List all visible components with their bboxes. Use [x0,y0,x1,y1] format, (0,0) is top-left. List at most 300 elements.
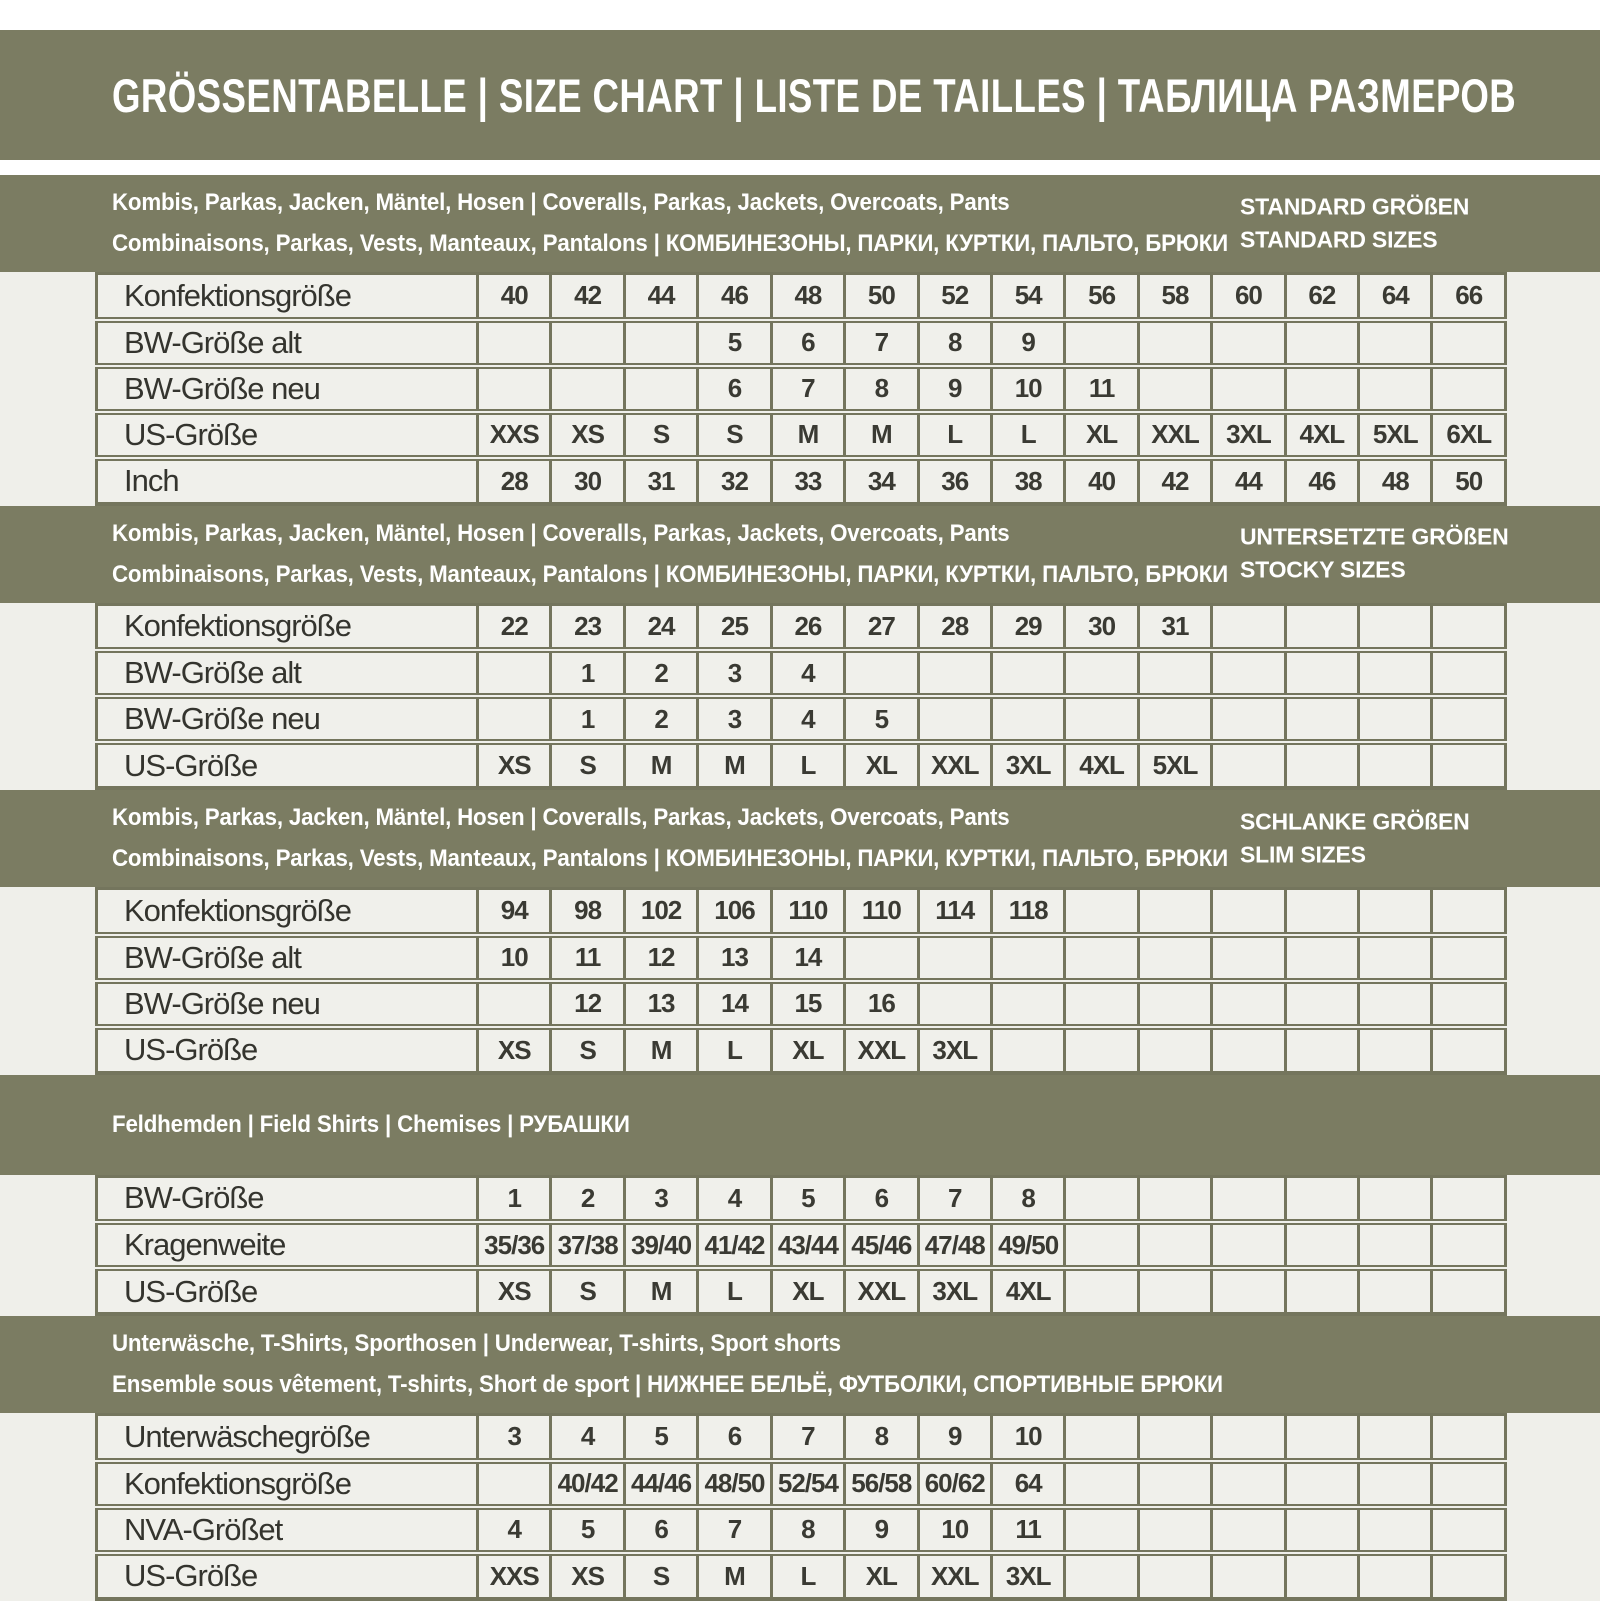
size-cell [1065,1222,1138,1268]
size-table [95,887,1507,1075]
size-cell: M [624,1268,697,1314]
table-row [97,604,1506,650]
size-cell [1212,696,1285,742]
size-cell: 118 [991,889,1064,935]
size-cell [1138,1176,1211,1222]
size-cell: L [698,1027,771,1073]
size-cell: M [698,742,771,788]
size-cell: 5 [698,320,771,366]
section-header-line1: Kombis, Parkas, Jacken, Mäntel, Hosen | Coveralls, Parkas, Jackets, Overcoats, Pants [112,804,1010,831]
size-cell [551,366,624,412]
size-cell: 4 [478,1507,551,1553]
size-cell: 3 [624,1176,697,1222]
size-cell [918,696,991,742]
size-cell [1285,604,1358,650]
size-cell [1432,889,1506,935]
row-label: BW-Größe neu [97,366,478,412]
size-section-5 [0,1316,1600,1601]
size-cell [478,320,551,366]
size-table [95,272,1507,506]
size-cell [1212,320,1285,366]
section-header-band [0,175,1600,272]
size-cell: 23 [551,604,624,650]
size-cell [478,650,551,696]
size-cell [845,650,918,696]
size-cell: XXL [1138,412,1211,458]
size-cell [1432,742,1506,788]
table-strip [0,603,1600,791]
size-cell [1432,604,1506,650]
size-cell: 32 [698,458,771,504]
table-row [97,366,1506,412]
section-header-line2: Combinaisons, Parkas, Vests, Manteaux, Pantalons | КОМБИНЕЗОНЫ, ПАРКИ, КУРТКИ, ПАЛЬТО, БРЮКИ [112,845,1228,872]
table-row [97,1027,1506,1073]
size-cell: 7 [771,366,844,412]
size-cell: 29 [991,604,1064,650]
size-cell [1065,1461,1138,1507]
size-cell: 10 [478,935,551,981]
size-cell: 34 [845,458,918,504]
size-cell [1212,1461,1285,1507]
size-cell: XS [551,412,624,458]
size-cell: 33 [771,458,844,504]
table-row [97,981,1506,1027]
size-cell [1359,1222,1432,1268]
size-cell: 110 [771,889,844,935]
size-cell [1065,889,1138,935]
size-cell: 8 [918,320,991,366]
size-cell [1285,935,1358,981]
size-cell: 26 [771,604,844,650]
size-cell [1285,1176,1358,1222]
size-cell [1285,1415,1358,1461]
size-cell [1432,1268,1506,1314]
section-side-label [1240,521,1509,588]
size-cell [1359,604,1432,650]
size-cell: XL [845,742,918,788]
table-row [97,696,1506,742]
size-cell: 25 [698,604,771,650]
size-cell: M [771,412,844,458]
size-cell: 6XL [1432,412,1506,458]
size-cell [1432,366,1506,412]
size-cell [991,696,1064,742]
section-header-band [0,506,1600,603]
size-cell: 5XL [1359,412,1432,458]
size-cell: XS [551,1553,624,1599]
size-cell [1065,1507,1138,1553]
row-label: US-Größe [97,1553,478,1599]
size-cell: 48 [771,274,844,320]
size-cell [1285,320,1358,366]
size-cell: 54 [991,274,1064,320]
size-cell: 12 [551,981,624,1027]
size-cell [1212,1027,1285,1073]
size-cell: 44 [1212,458,1285,504]
size-cell: 6 [698,1415,771,1461]
size-cell [1359,1415,1432,1461]
size-cell [1359,1507,1432,1553]
size-cell: 7 [771,1415,844,1461]
size-cell [1359,889,1432,935]
size-cell [1432,981,1506,1027]
table-row [97,1553,1506,1599]
size-cell: XXL [845,1027,918,1073]
size-cell: 7 [845,320,918,366]
section-header-line1: Unterwäsche, T-Shirts, Sporthosen | Underwear, T-shirts, Sport shorts [112,1330,841,1357]
size-cell [1432,1176,1506,1222]
size-cell [1138,320,1211,366]
size-cell: 4 [698,1176,771,1222]
side-label-line1: UNTERSETZTE GRÖßEN [1240,523,1509,550]
size-cell: 64 [991,1461,1064,1507]
size-cell: 94 [478,889,551,935]
size-cell [1285,889,1358,935]
row-label: BW-Größe alt [97,650,478,696]
size-cell: 27 [845,604,918,650]
size-cell [918,650,991,696]
size-cell [1065,696,1138,742]
size-cell [991,1027,1064,1073]
size-cell: 2 [624,696,697,742]
size-cell [1359,1461,1432,1507]
size-cell: S [551,1268,624,1314]
size-cell: XL [1065,412,1138,458]
side-label-line2: STANDARD SIZES [1240,226,1438,253]
size-cell: 46 [698,274,771,320]
size-cell [1359,981,1432,1027]
size-cell: 62 [1285,274,1358,320]
size-cell [551,320,624,366]
size-cell [1212,1222,1285,1268]
size-cell: 102 [624,889,697,935]
size-cell: 110 [845,889,918,935]
size-cell [1212,935,1285,981]
table-row [97,650,1506,696]
size-cell: 8 [845,366,918,412]
row-label: US-Größe [97,412,478,458]
section-side-label [1240,805,1470,872]
size-cell: 66 [1432,274,1506,320]
size-cell: 4XL [1285,412,1358,458]
size-cell: 8 [991,1176,1064,1222]
size-cell [1432,1415,1506,1461]
size-cell: 6 [771,320,844,366]
size-cell: 58 [1138,274,1211,320]
table-row [97,320,1506,366]
size-cell [1065,650,1138,696]
size-cell [1212,1268,1285,1314]
size-cell [1212,981,1285,1027]
size-cell [1065,1027,1138,1073]
size-cell [991,650,1064,696]
size-cell [1138,1415,1211,1461]
page-title-band [0,30,1600,160]
page-title: GRÖSSENTABELLE | SIZE CHART | LISTE DE TAILLES | ТАБЛИЦА РАЗМЕРОВ [112,68,1517,122]
size-cell [624,366,697,412]
row-label: Konfektionsgröße [97,1461,478,1507]
size-cell: 6 [845,1176,918,1222]
table-row [97,1461,1506,1507]
size-cell: 43/44 [771,1222,844,1268]
size-cell: 9 [845,1507,918,1553]
size-cell [1432,1027,1506,1073]
size-cell [1432,1461,1506,1507]
size-cell: 4XL [1065,742,1138,788]
size-cell [1212,366,1285,412]
size-cell [1432,696,1506,742]
size-cell [1285,981,1358,1027]
size-cell: 60/62 [918,1461,991,1507]
section-header-band [0,790,1600,887]
size-cell: 31 [624,458,697,504]
size-cell [1138,889,1211,935]
size-cell: 31 [1138,604,1211,650]
size-cell: XS [478,742,551,788]
size-cell: 3XL [991,1553,1064,1599]
size-cell [1065,981,1138,1027]
row-label: Inch [97,458,478,504]
size-cell [1138,1553,1211,1599]
size-cell [1359,1176,1432,1222]
size-cell [1138,1027,1211,1073]
size-section-1 [0,175,1600,506]
size-cell: 39/40 [624,1222,697,1268]
row-label: Konfektionsgröße [97,274,478,320]
top-margin [0,0,1600,30]
table-strip [0,1175,1600,1317]
size-cell: 56 [1065,274,1138,320]
row-label: Kragenweite [97,1222,478,1268]
size-cell: 2 [624,650,697,696]
size-cell [1138,981,1211,1027]
size-cell: S [551,1027,624,1073]
side-label-line2: STOCKY SIZES [1240,557,1406,583]
size-cell [1138,1461,1211,1507]
row-label: Unterwäschegröße [97,1415,478,1461]
size-cell [1359,366,1432,412]
size-cell [1285,1268,1358,1314]
size-cell [918,981,991,1027]
size-cell: S [624,412,697,458]
size-cell: 14 [771,935,844,981]
size-cell [1065,320,1138,366]
size-cell [1138,1507,1211,1553]
table-row [97,1507,1506,1553]
section-side-label [1240,190,1469,257]
size-table [95,1413,1507,1601]
size-cell: 1 [551,696,624,742]
table-strip [0,272,1600,506]
size-cell: 13 [624,981,697,1027]
title-divider-gap [0,160,1600,175]
size-cell: 14 [698,981,771,1027]
size-cell: M [845,412,918,458]
side-label-line2: SLIM SIZES [1240,841,1366,868]
section-header-band [0,1316,1600,1413]
size-cell: 10 [991,366,1064,412]
size-cell: XL [845,1553,918,1599]
size-cell: 30 [1065,604,1138,650]
size-cell [1432,1553,1506,1599]
size-cell: L [771,742,844,788]
size-cell: 56/58 [845,1461,918,1507]
section-header-band [0,1075,1600,1175]
size-cell: 9 [918,1415,991,1461]
size-cell [1359,1268,1432,1314]
row-label: BW-Größe neu [97,696,478,742]
size-cell [1138,696,1211,742]
size-cell: 5XL [1138,742,1211,788]
size-cell [1432,1222,1506,1268]
size-cell: XS [478,1027,551,1073]
size-cell: XXL [918,742,991,788]
size-cell: 24 [624,604,697,650]
row-label: BW-Größe alt [97,320,478,366]
size-cell: 35/36 [478,1222,551,1268]
size-cell [478,1461,551,1507]
size-section-4 [0,1075,1600,1317]
row-label: NVA-Größet [97,1507,478,1553]
size-cell: L [918,412,991,458]
size-cell: L [771,1553,844,1599]
section-header-line1: Feldhemden | Field Shirts | Chemises | РУБАШКИ [112,1110,630,1138]
table-strip [0,1413,1600,1601]
size-cell [918,935,991,981]
size-cell: 36 [918,458,991,504]
size-cell [1359,696,1432,742]
size-cell [1065,1415,1138,1461]
size-cell [1138,366,1211,412]
size-table [95,603,1507,791]
section-header-line1: Kombis, Parkas, Jacken, Mäntel, Hosen | Coveralls, Parkas, Jackets, Overcoats, Pants [112,189,1010,216]
table-row [97,1222,1506,1268]
row-label: US-Größe [97,1027,478,1073]
size-cell [1359,650,1432,696]
size-cell: 1 [478,1176,551,1222]
size-cell: 7 [918,1176,991,1222]
size-cell: 13 [698,935,771,981]
size-cell [1065,1268,1138,1314]
size-cell [845,935,918,981]
size-cell: XXL [918,1553,991,1599]
size-cell: 11 [1065,366,1138,412]
size-cell: 11 [551,935,624,981]
size-cell: S [698,412,771,458]
size-cell [1285,650,1358,696]
size-cell: 49/50 [991,1222,1064,1268]
size-cell [1285,1507,1358,1553]
size-cell: M [624,1027,697,1073]
size-cell: 40 [478,274,551,320]
row-label: BW-Größe alt [97,935,478,981]
size-cell: 52/54 [771,1461,844,1507]
size-cell [624,320,697,366]
size-cell: 38 [991,458,1064,504]
size-cell: XXL [845,1268,918,1314]
size-cell [478,696,551,742]
size-cell: 3XL [991,742,1064,788]
size-cell: 5 [551,1507,624,1553]
size-cell: 114 [918,889,991,935]
size-cell: S [624,1553,697,1599]
size-cell: 48/50 [698,1461,771,1507]
size-cell: 3XL [918,1268,991,1314]
size-cell: 7 [698,1507,771,1553]
size-cell: 3XL [918,1027,991,1073]
size-cell: 41/42 [698,1222,771,1268]
size-cell [1065,935,1138,981]
size-cell [1285,1461,1358,1507]
size-cell: 64 [1359,274,1432,320]
size-cell [1212,604,1285,650]
size-cell [1359,320,1432,366]
size-cell: 3 [698,696,771,742]
size-cell [478,366,551,412]
size-cell: XL [771,1268,844,1314]
size-cell: 4XL [991,1268,1064,1314]
size-cell: 9 [991,320,1064,366]
size-cell: 11 [991,1507,1064,1553]
table-row [97,935,1506,981]
size-cell: 44 [624,274,697,320]
size-cell: 40/42 [551,1461,624,1507]
size-cell: 6 [624,1507,697,1553]
size-cell [991,935,1064,981]
size-cell [1432,320,1506,366]
size-cell: 47/48 [918,1222,991,1268]
size-cell: S [551,742,624,788]
size-cell: 46 [1285,458,1358,504]
size-cell [1212,1553,1285,1599]
row-label: US-Größe [97,742,478,788]
size-cell [1212,1176,1285,1222]
size-cell: XS [478,1268,551,1314]
size-cell: M [624,742,697,788]
size-cell [1065,1176,1138,1222]
side-label-line1: STANDARD GRÖßEN [1240,193,1470,220]
table-row [97,412,1506,458]
size-cell: 106 [698,889,771,935]
size-cell [1212,650,1285,696]
size-cell [1212,1507,1285,1553]
size-section-2 [0,506,1600,791]
size-cell [1212,1415,1285,1461]
size-cell: 45/46 [845,1222,918,1268]
size-cell [1432,935,1506,981]
size-cell: 2 [551,1176,624,1222]
row-label: Konfektionsgröße [97,889,478,935]
size-cell [1359,1027,1432,1073]
size-cell: XL [771,1027,844,1073]
size-cell: 8 [845,1415,918,1461]
size-cell: 40 [1065,458,1138,504]
table-row [97,1415,1506,1461]
size-cell: 8 [771,1507,844,1553]
size-cell: 3XL [1212,412,1285,458]
size-cell [1359,742,1432,788]
section-header-line2: Combinaisons, Parkas, Vests, Manteaux, Pantalons | КОМБИНЕЗОНЫ, ПАРКИ, КУРТКИ, ПАЛЬТО, БРЮКИ [112,230,1228,257]
size-cell: 15 [771,981,844,1027]
side-label-line1: SCHLANKE GRÖßEN [1240,808,1470,835]
size-cell [1432,1507,1506,1553]
size-cell: 52 [918,274,991,320]
size-cell: L [698,1268,771,1314]
size-cell [1359,935,1432,981]
size-cell: L [991,412,1064,458]
size-cell: 9 [918,366,991,412]
size-cell [478,981,551,1027]
